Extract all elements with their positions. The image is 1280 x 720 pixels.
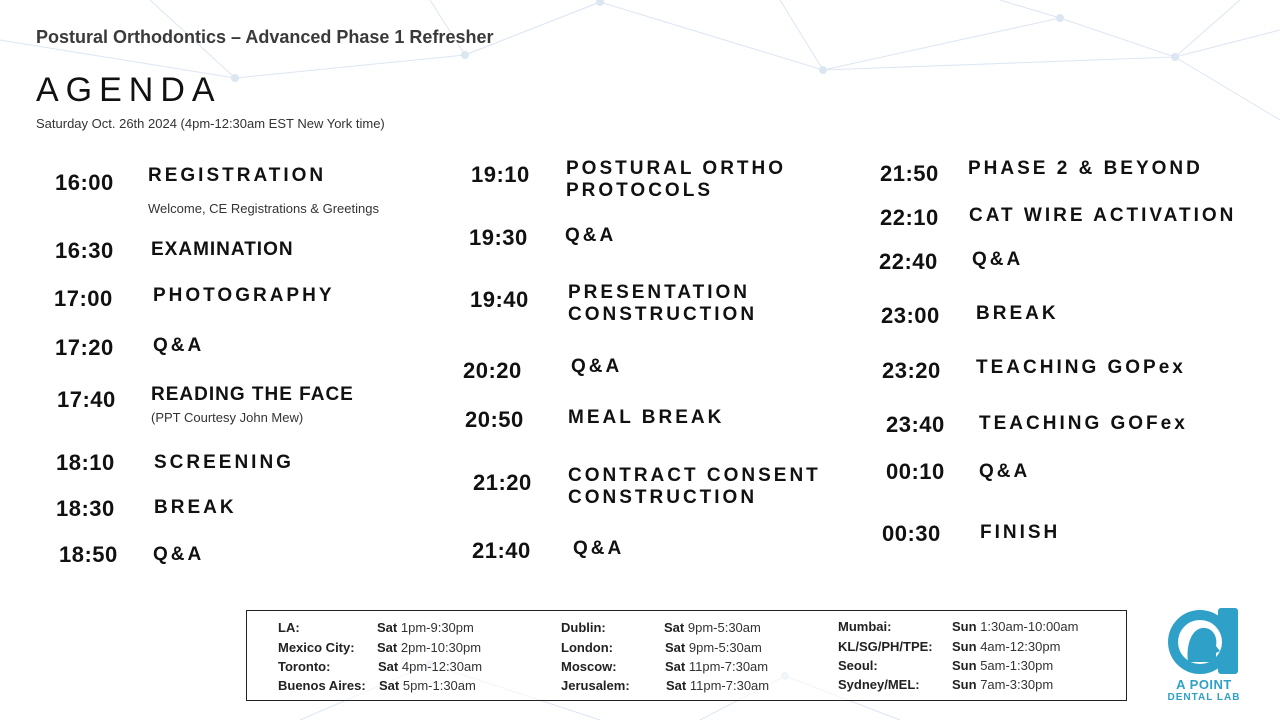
schedule-label: BREAK	[976, 303, 1059, 324]
timezone-city: Jerusalem:	[561, 678, 630, 693]
schedule-label: Q&A	[565, 225, 617, 246]
schedule-label: CAT WIRE ACTIVATION	[969, 205, 1237, 226]
timezone-city: London:	[561, 640, 613, 655]
schedule-time: 18:10	[56, 450, 115, 475]
schedule-label: READING THE FACE	[151, 384, 354, 405]
schedule-time: 18:30	[56, 496, 115, 521]
schedule-label: Q&A	[972, 249, 1024, 270]
schedule-time: 19:10	[471, 162, 530, 187]
schedule-time: 00:10	[886, 459, 945, 484]
schedule-time: 20:50	[465, 407, 524, 432]
schedule-time: 19:30	[469, 225, 528, 250]
schedule-label: PHASE 2 & BEYOND	[968, 158, 1203, 179]
schedule-time: 17:00	[54, 286, 113, 311]
timezone-city: Mumbai:	[838, 619, 892, 634]
schedule-time: 22:40	[879, 249, 938, 274]
schedule-label: PHOTOGRAPHY	[153, 285, 335, 306]
schedule-label: Q&A	[153, 544, 205, 565]
schedule-time: 18:50	[59, 542, 118, 567]
timezone-time: Sun 7am-3:30pm	[952, 677, 1054, 692]
timezone-city: LA:	[278, 620, 300, 635]
logo-name: A POINT	[1176, 677, 1232, 692]
timezone-time: Sat 2pm-10:30pm	[377, 640, 482, 655]
schedule-time: 23:00	[881, 303, 940, 328]
schedule-label: MEAL BREAK	[568, 407, 725, 428]
timezone-time: Sat 11pm-7:30am	[665, 659, 769, 674]
timezone-time: Sun 5am-1:30pm	[952, 658, 1054, 673]
schedule-label: REGISTRATION	[148, 165, 327, 186]
schedule-time: 21:20	[473, 470, 532, 495]
schedule-time: 22:10	[880, 205, 939, 230]
schedule-label: SCREENING	[154, 452, 294, 473]
timezone-time: Sun 4am-12:30pm	[952, 639, 1061, 654]
timezone-city: Seoul:	[838, 658, 878, 673]
schedule-time: 23:20	[882, 358, 941, 383]
schedule-label: Q&A	[573, 538, 625, 559]
schedule-label: PROTOCOLS	[566, 180, 713, 201]
schedule-label: TEACHING GOPex	[976, 357, 1186, 378]
schedule-label: CONSTRUCTION	[568, 487, 758, 508]
timezone-city: Toronto:	[278, 659, 331, 674]
schedule-time: 17:40	[57, 387, 116, 412]
timezone-time: Sat 4pm-12:30am	[378, 659, 483, 674]
timezone-city: Dublin:	[561, 620, 606, 635]
agenda-heading: AGENDA	[36, 71, 222, 109]
timezone-city: Buenos Aires:	[278, 678, 366, 693]
timezone-time: Sat 9pm-5:30am	[664, 620, 761, 635]
schedule-time: 21:40	[472, 538, 531, 563]
schedule-time: 17:20	[55, 335, 114, 360]
timezone-time: Sat 5pm-1:30am	[379, 678, 476, 693]
timezone-city: Moscow:	[561, 659, 617, 674]
schedule-label: Q&A	[979, 461, 1031, 482]
schedule-note: (PPT Courtesy John Mew)	[151, 410, 304, 425]
timezone-city: Mexico City:	[278, 640, 355, 655]
schedule-time: 16:30	[55, 238, 114, 263]
schedule-label: Q&A	[153, 335, 205, 356]
timezone-time: Sat 1pm-9:30pm	[377, 620, 474, 635]
timezone-time: Sun 1:30am-10:00am	[952, 619, 1079, 634]
schedule-label: Q&A	[571, 356, 623, 377]
schedule-label: FINISH	[980, 522, 1061, 543]
timezone-time: Sat 9pm-5:30am	[665, 640, 762, 655]
timezone-time: Sat 11pm-7:30am	[666, 678, 770, 693]
schedule-time: 20:20	[463, 358, 522, 383]
timezone-city: KL/SG/PH/TPE:	[838, 639, 933, 654]
schedule-label: CONTRACT CONSENT	[568, 465, 821, 486]
schedule-time: 16:00	[55, 170, 114, 195]
schedule-label: BREAK	[154, 497, 237, 518]
schedule-time: 23:40	[886, 412, 945, 437]
schedule-label: EXAMINATION	[151, 239, 294, 260]
timezone-city: Sydney/MEL:	[838, 677, 920, 692]
schedule-note: Welcome, CE Registrations & Greetings	[148, 201, 379, 216]
schedule-label: PRESENTATION	[568, 282, 751, 303]
schedule-time: 00:30	[882, 521, 941, 546]
logo-subtitle: DENTAL LAB	[1167, 692, 1241, 703]
schedule-label: TEACHING GOFex	[979, 413, 1188, 434]
schedule-time: 19:40	[470, 287, 529, 312]
event-date: Saturday Oct. 26th 2024 (4pm-12:30am EST New York time)	[36, 116, 385, 131]
course-title: Postural Orthodontics – Advanced Phase 1 Refresher	[36, 27, 494, 47]
schedule-label: CONSTRUCTION	[568, 304, 758, 325]
schedule-label: POSTURAL ORTHO	[566, 158, 787, 179]
schedule-time: 21:50	[880, 161, 939, 186]
